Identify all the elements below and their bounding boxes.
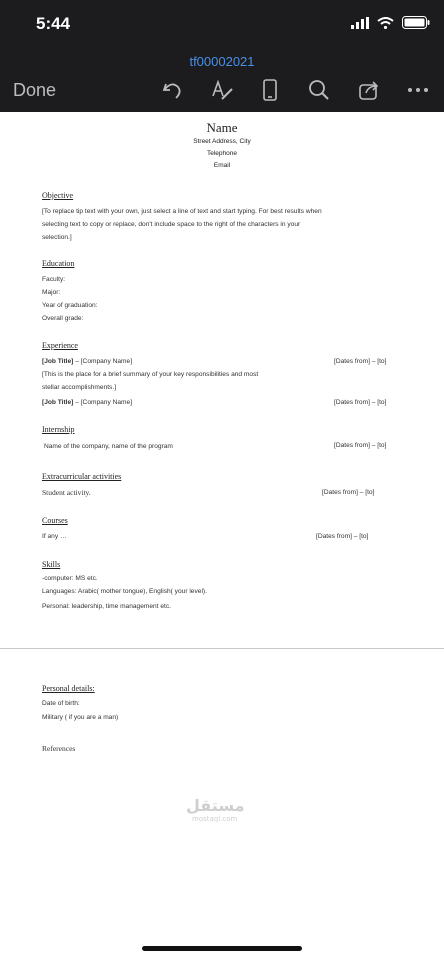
skills-line: -computer: MS etc. <box>42 575 98 582</box>
internship-line: Name of the company, name of the program <box>44 443 173 450</box>
share-icon[interactable] <box>357 78 381 102</box>
job-title: [Job Title] <box>42 358 74 365</box>
objective-line: [To replace tip text with your own, just select a line of text and start typing. For best results when <box>42 208 322 215</box>
education-major: Major: <box>42 289 61 296</box>
battery-icon <box>402 16 430 29</box>
done-button[interactable]: Done <box>13 80 57 100</box>
status-time: 5:44 <box>36 14 71 33</box>
extracurricular-heading: Extracurricular activities <box>42 472 122 481</box>
page-break <box>0 648 444 649</box>
home-indicator[interactable] <box>142 946 302 951</box>
education-heading: Education <box>42 259 75 268</box>
document-title[interactable]: tf00002021 <box>189 54 255 69</box>
courses-dates: [Dates from] – [to] <box>316 533 369 540</box>
search-icon[interactable] <box>307 78 331 102</box>
education-year: Year of graduation: <box>42 302 98 309</box>
internship-dates: [Dates from] – [to] <box>334 442 387 449</box>
objective-heading: Objective <box>42 191 74 200</box>
street-address: Street Address, City <box>193 138 251 145</box>
job-entry <box>42 399 132 406</box>
extracurricular-dates: [Dates from] – [to] <box>322 489 375 496</box>
courses-line: If any … <box>42 533 67 540</box>
military-status: Military ( if you are a man) <box>42 714 119 721</box>
courses-heading: Courses <box>42 516 68 525</box>
education-faculty: Faculty: <box>42 276 66 283</box>
resume-name: Name <box>206 120 238 135</box>
extracurricular-line: Student activity. <box>42 488 91 497</box>
email: Email <box>213 162 231 169</box>
skills-line: Personal: leadership, time management etc. <box>42 603 172 610</box>
watermark-url: mostaql.com <box>192 815 238 823</box>
mostaql-watermark <box>186 796 245 823</box>
skills-line: Languages: Arabic( mother tongue), English( your level). <box>42 588 207 595</box>
objective-line: selection.] <box>42 234 72 241</box>
more-icon[interactable] <box>406 78 430 102</box>
job-dates: [Dates from] – [to] <box>334 358 387 365</box>
job-company: – [Company Name] <box>73 399 133 406</box>
job-title: [Job Title] <box>42 399 74 406</box>
job-dates: [Dates from] – [to] <box>334 399 387 406</box>
cellular-signal-icon <box>351 17 369 29</box>
objective-line: selecting text to copy or replace, don't include space to the right of the characters in your <box>42 221 301 228</box>
wifi-icon <box>377 17 394 29</box>
internship-heading: Internship <box>42 425 75 434</box>
pen-icon[interactable] <box>210 78 234 102</box>
document-toolbar <box>0 48 444 112</box>
job-entry <box>42 358 132 365</box>
telephone: Telephone <box>207 150 237 157</box>
status-icons <box>351 16 430 29</box>
job-summary-line: [This is the place for a brief summary of your key responsibilities and most <box>42 371 259 378</box>
job-company: – [Company Name] <box>73 358 133 365</box>
skills-heading: Skills <box>42 560 61 569</box>
phone-view-icon[interactable] <box>258 78 282 102</box>
watermark-logo-text: مستقل <box>186 796 245 815</box>
undo-icon[interactable] <box>160 78 184 102</box>
education-grade: Overall grade: <box>42 315 84 322</box>
document-page[interactable] <box>0 112 444 960</box>
date-of-birth: Date of birth: <box>42 700 80 707</box>
status-bar <box>0 0 444 48</box>
job-summary-line: stellar accomplishments.] <box>42 384 117 391</box>
personal-details-heading: Personal details: <box>42 684 95 693</box>
references-heading: References <box>42 744 76 753</box>
experience-heading: Experience <box>42 341 78 350</box>
